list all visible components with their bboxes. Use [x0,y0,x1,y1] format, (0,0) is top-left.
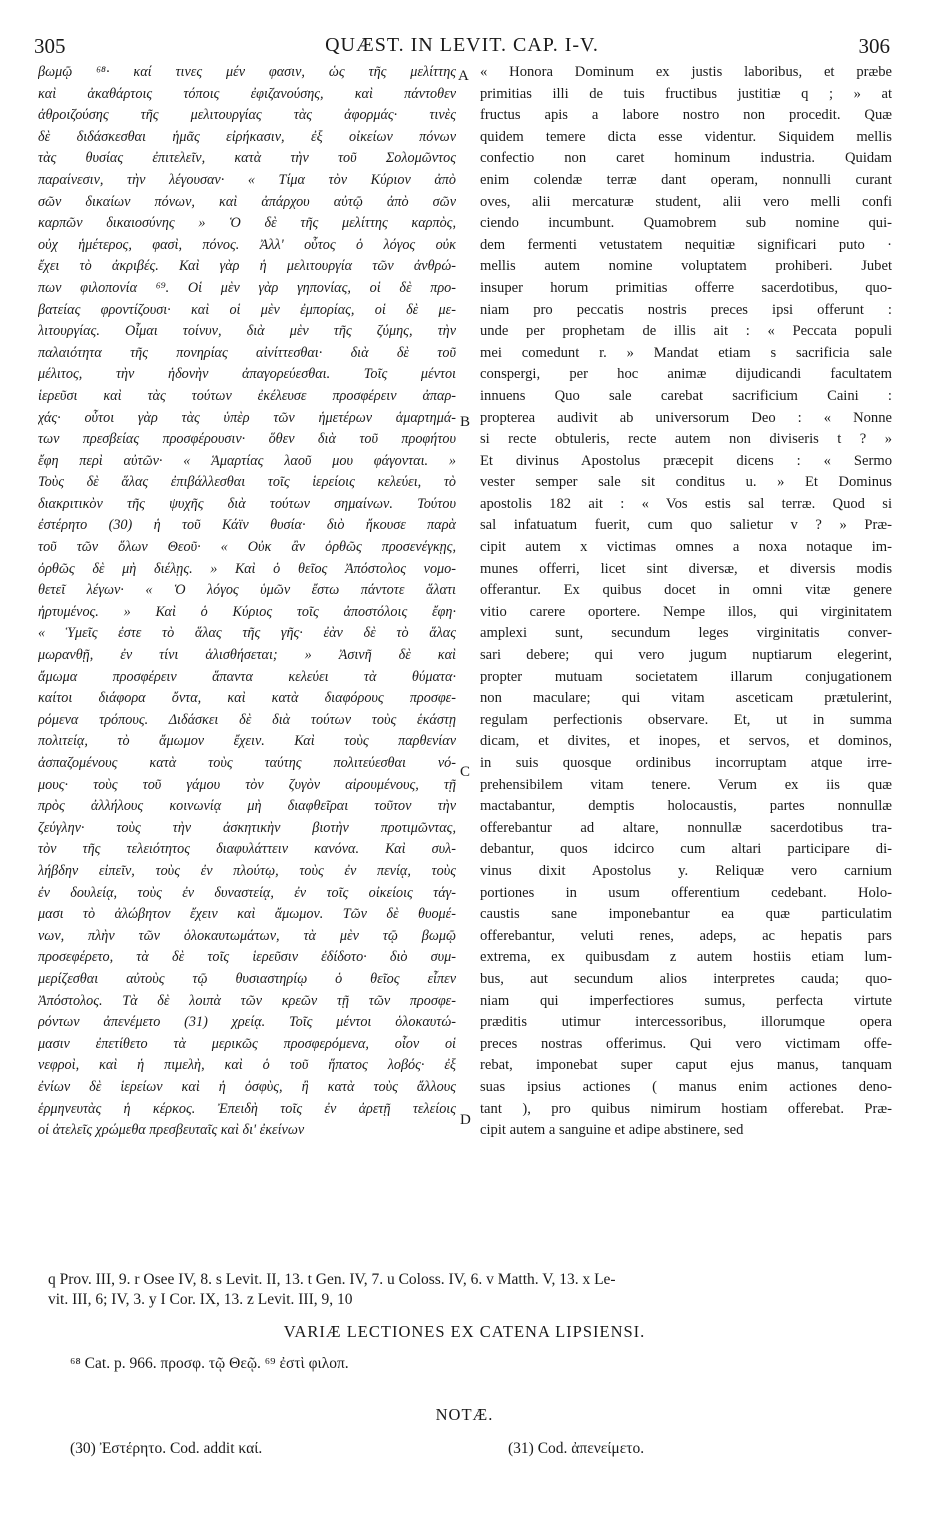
latin-text-line: mactabantur, demptis holocaustis, partes nonnullæ [480,798,892,815]
greek-column [38,62,456,1142]
greek-text-line: ἔχει τὸ ἀκριβές. Καὶ γὰρ ἡ μελιτουργία τῶν ἀνθρώ- [38,258,456,275]
greek-text-line: διακριτικὸν τῆς ψυχῆς διὰ τούτων σημαίνων. Τούτου [38,495,456,512]
greek-text-line: Τοὺς δὲ ἅλας ἐπιβάλλεσθαι τοῖς ἱερείοις κελεύει, τὸ [38,474,456,491]
latin-text-line: conspergi, per hoc animæ dijudicandi facultatem [480,366,892,383]
latin-text-line: extrema, ex quibusdam z autem hostiis etiam lum- [480,949,892,966]
greek-text-line: τὸν τῆς τελειότητος διαφυλάττειν κανόνα. Καὶ συλ- [38,841,456,858]
nota-31: (31) Cod. ἀπενείμετο. [508,1440,645,1457]
latin-text-line: vester semper sale sit conditus u. » Et Dominus [480,474,892,491]
greek-text-line: πολιτείᾳ, τὸ ἄμωμον ἔχειν. Καὶ τοὺς παρθενίαν [38,733,456,750]
footnote-line: q Prov. III, 9. r Osee IV, 8. s Levit. II, 13. t Gen. IV, 7. u Coloss. IV, 6. v Matth. V, 13. x Le- [48,1271,616,1288]
footnote-line: vit. III, 6; IV, 3. y I Cor. IX, 13. z Levit. III, 9, 10 [48,1291,353,1308]
latin-text-line: munes offerri, licet sint diversæ, et diversis modis [480,560,892,577]
latin-text-line: sari debere; qui vero jugum nuptiarum elegerint, [480,647,892,664]
greek-text-line: πρὸς ἀλλήλους κοινωνίᾳ μὴ διαφθεῖραι τοῦτον τὴν [38,798,456,815]
latin-text-line: cipit autem x victimas omnes a noxa notaque im- [480,539,892,556]
greek-text-line: Ἀπόστολος. Τὰ δὲ λοιπὰ τῶν κρεῶν τῇ τῶν προσφε- [38,992,456,1009]
latin-text-line: unde per prophetam de illis ait : « Peccata populi [480,323,892,340]
greek-text-line: οὐχ ἡμέτερος, φασὶ, πόνος. Ἀλλ' οὗτος ὁ λόγος οὐκ [38,236,456,253]
greek-text-line: ἠρτυμένος. » Καὶ ὁ Κύριος τοῖς ἀποστόλοις ἔφη· [38,603,456,620]
latin-text-line: non maculare; qui vitam asceticam prætulerint, [480,690,892,707]
latin-text-line: niam qui imperfectiores sumus, perfecta virtute [480,992,892,1009]
latin-text-line: confectio non caret hominum industria. Quidam [480,150,892,167]
latin-text-line: caustis sane imponebantur ea quæ particulatim [480,906,892,923]
greek-text-line: « Ὑμεῖς ἐστε τὸ ἅλας τῆς γῆς· ἐὰν δὲ τὸ ἅλας [38,625,456,642]
greek-text-line: των πρεσβείας προσφέρουσιν· ὅθεν διὰ τοῦ προφήτου [38,431,456,448]
scripture-footnotes [48,1270,893,1310]
greek-text-line: καίτοι διάφορα ὄντα, καὶ κατὰ διαφόρους προσφε- [38,690,456,707]
greek-text-line: μασι τὸ ἀλώβητον ἔχειν καὶ ἄμωμον. Τῶν δὲ θυομέ- [38,906,456,923]
greek-text-line: μερίζεσθαι αὐτοὺς τῷ θυσιαστηρίῳ ὁ θεῖος εἶπεν [38,970,456,987]
latin-text-line: dicam, et divites, et inopes, et servos, et dominos, [480,733,892,750]
greek-text-line: χάς· οὗτοι γὰρ τὰς ὑπὲρ τῶν ἡμετέρων ἁμαρτημά- [38,409,456,426]
left-page-number: 305 [34,34,66,58]
latin-text-line: primitias illi de tuis fructibus justitiæ q ; » at [480,85,892,102]
section-marker-c: C [460,764,471,780]
latin-text-line: « Honora Dominum ex justis laboribus, et præbe [480,64,892,80]
greek-text-line: μασιν ἐπετίθετο τὰ μερικῶς προσφερόμενα, οἷον οἱ [38,1035,456,1052]
greek-text-line: ρόντων ἀπενέμετο (31) χρείᾳ. Τοῖς μέντοι ὁλοκαυτώ- [38,1014,456,1031]
greek-text-line: ρόμενα τρόπους. Διδάσκει δὲ διὰ τούτων τοὺς ἑκάστῃ [38,711,456,728]
latin-text-line: innuens Quo sale carebat sacrificium Caini : [480,387,892,404]
latin-text-line: tant ), pro quibus nimirum hostiam offerebat. Præ- [480,1100,892,1117]
latin-text-line: insuper horum primitias offerre sacerdotibus, quo- [480,279,892,296]
latin-text-line: niam pro peccatis nostris preces ipsi offerunt : [480,301,892,318]
greek-text-line: ἔφη περὶ αὐτῶν· « Ἁμαρτίας λαοῦ μου φάγονται. » [38,452,456,469]
latin-text-line: apostolis 182 ait : « Vos estis sal terræ. Quod si [480,495,892,512]
section-marker-d: D [460,1112,471,1128]
greek-text-line: τοῦ τῶν ὅλων Θεοῦ· « Οὐκ ἂν ὀρθῶς προσενέγκῃς, [38,539,456,556]
latin-text-line: amplexi sunt, secundum leges virginitatis conver- [480,625,892,642]
greek-text-line: ὀρθῶς δὲ μὴ διέλῃς. » Καὶ ὁ θεῖος Ἀπόστολος νομο- [38,560,456,577]
greek-text-line: μωρανθῇ, ἐν τίνι ἁλισθήσεται; » Ἀσινῆ δὲ καὶ [38,647,456,664]
variae-lectiones-entry: ⁶⁸ Cat. p. 966. προσφ. τῷ Θεῷ. ⁶⁹ ἐστὶ φιλοπ. [70,1355,349,1372]
running-title: QUÆST. IN LEVIT. CAP. I-V. [325,34,599,56]
section-marker-a: A [458,68,469,84]
latin-text-line: mellis autem nomine voluptatem prohiberi. Jubet [480,258,892,275]
greek-text-line: θετεῖ λέγων· « Ὁ λόγος ὑμῶν ἔστω πάντοτε ἅλατι [38,582,456,599]
latin-text-line: enim colendæ terræ dant operam, nonnulli curant [480,171,892,188]
greek-text-line: ἄμωμα προσφέρειν ἅπαντα κελεύει τὰ θύματα· [38,668,456,685]
greek-text-line: ἐστέρητο (30) ἡ τοῦ Κάϊν θυσία· διὸ ἤκουσε παρὰ [38,517,456,534]
greek-text-line: μέλιτος, τὴν ἡδονὴν ἀπαγορεύεσθαι. Τοῖς μέντοι [38,366,456,383]
nota-30: (30) Ἐστέρητο. Cod. addit καί. [70,1440,263,1457]
greek-text-line: ζεύγλην· τοὺς τὴν ἀσκητικὴν βιοτὴν προτιμῶντας, [38,819,456,836]
notae-title: NOTÆ. [435,1405,494,1424]
latin-text-line: rebat, imponebat super caput ejus manus, tanquam [480,1057,892,1074]
latin-text-line: preces nostras offerimus. Qui vero victimam offe- [480,1035,892,1052]
latin-text-line: mei comedunt r. » Mandat etiam s sacrificia sale [480,344,892,361]
greek-text-line: ἐνίων δὲ ἱερείων καὶ ἡ ὀσφὺς, ἢ κατὰ τοὺς ἄλλους [38,1078,456,1095]
page-header [34,34,890,64]
latin-text-line: offerebantur, veluti renes, adeps, ac hepatis pars [480,927,892,944]
greek-text-line: νεφροὶ, καὶ ἡ πιμελὴ, καὶ ὁ τοῦ ἥπατος λοβός· ἐξ [38,1057,456,1074]
greek-text-line: ἀθροιζούσης τῆς μελιτουργίας τὰς ἀφορμάς· τινὲς [38,107,456,124]
latin-text-line: offerebantur ad altare, nonnullæ sacerdotibus tra- [480,819,892,836]
greek-text-line: οἱ ἀτελεῖς χρώμεθα πρεσβευταῖς καὶ δι' ἐκείνων [38,1122,305,1139]
greek-text-line: καὶ ἀκαθάρτοις τόποις ἐφιζανούσης, καὶ πάντοθεν [38,85,456,102]
greek-text-line: τὰς θυσίας ἐπιτελεῖν, κατὰ τὴν τοῦ Σολομῶντος [38,150,456,167]
greek-text-line: δὲ διδάσκεσθαι ἡμᾶς εἰρήκασιν, ἐξ οἰκείων πόνων [38,128,456,145]
greek-text-line: λήβδην εἰπεῖν, τοὺς ἐν πλούτῳ, τοὺς ἐν πενίᾳ, τοὺς [38,862,456,879]
latin-text-line: offerantur. Ex quibus docet in omni vitæ genere [480,582,892,599]
greek-text-line: παραίνεσιν, τὴν λέγουσαν· « Τίμα τὸν Κύριον ἀπὸ [38,171,456,188]
greek-text-line: μους· τοὺς τοῦ γάμου τὸν ζυγὸν αἱρουμένους, τῇ [38,776,456,793]
latin-text-line: portiones in usum offerentium cedebant. Holo- [480,884,892,901]
latin-text-line: prehensibilem vitam tenere. Verum ex iis quæ [480,776,892,793]
greek-text-line: ἱερεῦσι καὶ τὰς τούτων ἐκέλευσε προσφέρειν ἀπαρ- [38,387,456,404]
latin-text-line: regulam perfectionis observare. Et, ut in summa [480,711,892,728]
latin-text-line: debantur, quos idcirco cum altari participare di- [480,841,892,858]
right-page-number: 306 [858,34,890,58]
latin-column [480,62,892,1142]
greek-text-line: σῶν δικαίων πόνων, καὶ ἀπάρχου αὐτῷ ἀπὸ σῶν [38,193,456,210]
latin-text-line: bus, aut secundum alios interpretes cauda; quo- [480,970,892,987]
latin-text-line: propterea audivit ab universorum Deo : « Nonne [480,409,892,426]
latin-text-line: dem fermenti vetustatem nequitiæ significari puto · [480,236,892,253]
greek-text-line: βωμῷ ⁶⁸· καί τινες μέν φασιν, ὡς τῆς μελίττης [38,64,456,80]
greek-text-line: βατείας φροντίζουσι· καὶ οἱ μὲν ἐμπορίας, οἱ δὲ με- [38,301,456,318]
greek-text-line: καρπῶν δικαιοσύνης » Ὁ δὲ τῆς μελίττης καρπὸς, [38,215,456,232]
greek-text-line: ἑρμηνευτὰς ἡ κέρκος. Ἐπειδὴ τοῖς ἐν ἀρετῇ τελείοις [38,1100,456,1117]
section-marker-b: B [460,414,471,430]
latin-text-line: in suis quosque ordinibus incorruptam atque irre- [480,755,892,771]
latin-text-line: vitio carere oportere. Nempe illos, qui virginitatem [480,603,892,620]
latin-text-line: quidem temere dicta esse videntur. Siquidem mellis [480,128,892,145]
latin-text-line: si recte obtuleris, recte autem non diviseris t ? » [480,431,892,448]
greek-text-line: πων φιλοπονία ⁶⁹. Οἱ μὲν γὰρ γηπονίας, οἱ δὲ προ- [38,279,456,296]
latin-text-line: propter mutuam societatem illarum conjugationem [480,668,892,685]
greek-text-line: ἀσπαζομένους κατὰ τοὺς ταύτης πολιτεύεσθαι νό- [38,755,456,771]
latin-text-line: oves, alii mercaturæ student, alii vero melli confi [480,193,892,210]
greek-text-line: προσεφέρετο, τὰ δὲ τοῖς ἱερεῦσιν ἐδίδοτο· διὸ συμ- [38,949,456,966]
latin-text-line: ciendo incumbunt. Quamobrem sub nomine qui- [480,215,892,232]
latin-text-line: præditis utimur intercessoribus, illorumque opera [480,1014,892,1031]
greek-text-line: λιτουργίας. Οἶμαι τοίνυν, διὰ μὲν τῆς ζύμης, τὴν [38,323,456,340]
latin-text-line: cipit autem a sanguine et adipe abstinere, sed [480,1122,744,1139]
latin-text-line: vinus dixit Apostolus y. Reliquæ vero carnium [480,862,892,879]
greek-text-line: ἐν δουλείᾳ, τοὺς ἐν δυναστείᾳ, ἐν τοῖς οἰκείοις τάγ- [38,884,456,901]
latin-text-line: sal infatuatum fuerit, cum quo salietur v ? » Præ- [480,517,892,534]
latin-text-line: suas ipsius actiones ( manus enim actiones deno- [480,1078,892,1095]
latin-text-line: Et divinus Apostolus præcepit dicens : « Sermo [480,452,892,469]
latin-text-line: fructus apis a labore nostro non procedit. Quæ [480,107,892,124]
greek-text-line: νων, πλὴν τῶν ὁλοκαυτωμάτων, τὰ μὲν τῷ βωμῷ [38,927,456,944]
greek-text-line: παλαιότητα τῆς πονηρίας αἰνίττεσθαι· διὰ δὲ τοῦ [38,344,456,361]
variae-lectiones-title: VARIÆ LECTIONES EX CATENA LIPSIENSI. [283,1322,646,1341]
